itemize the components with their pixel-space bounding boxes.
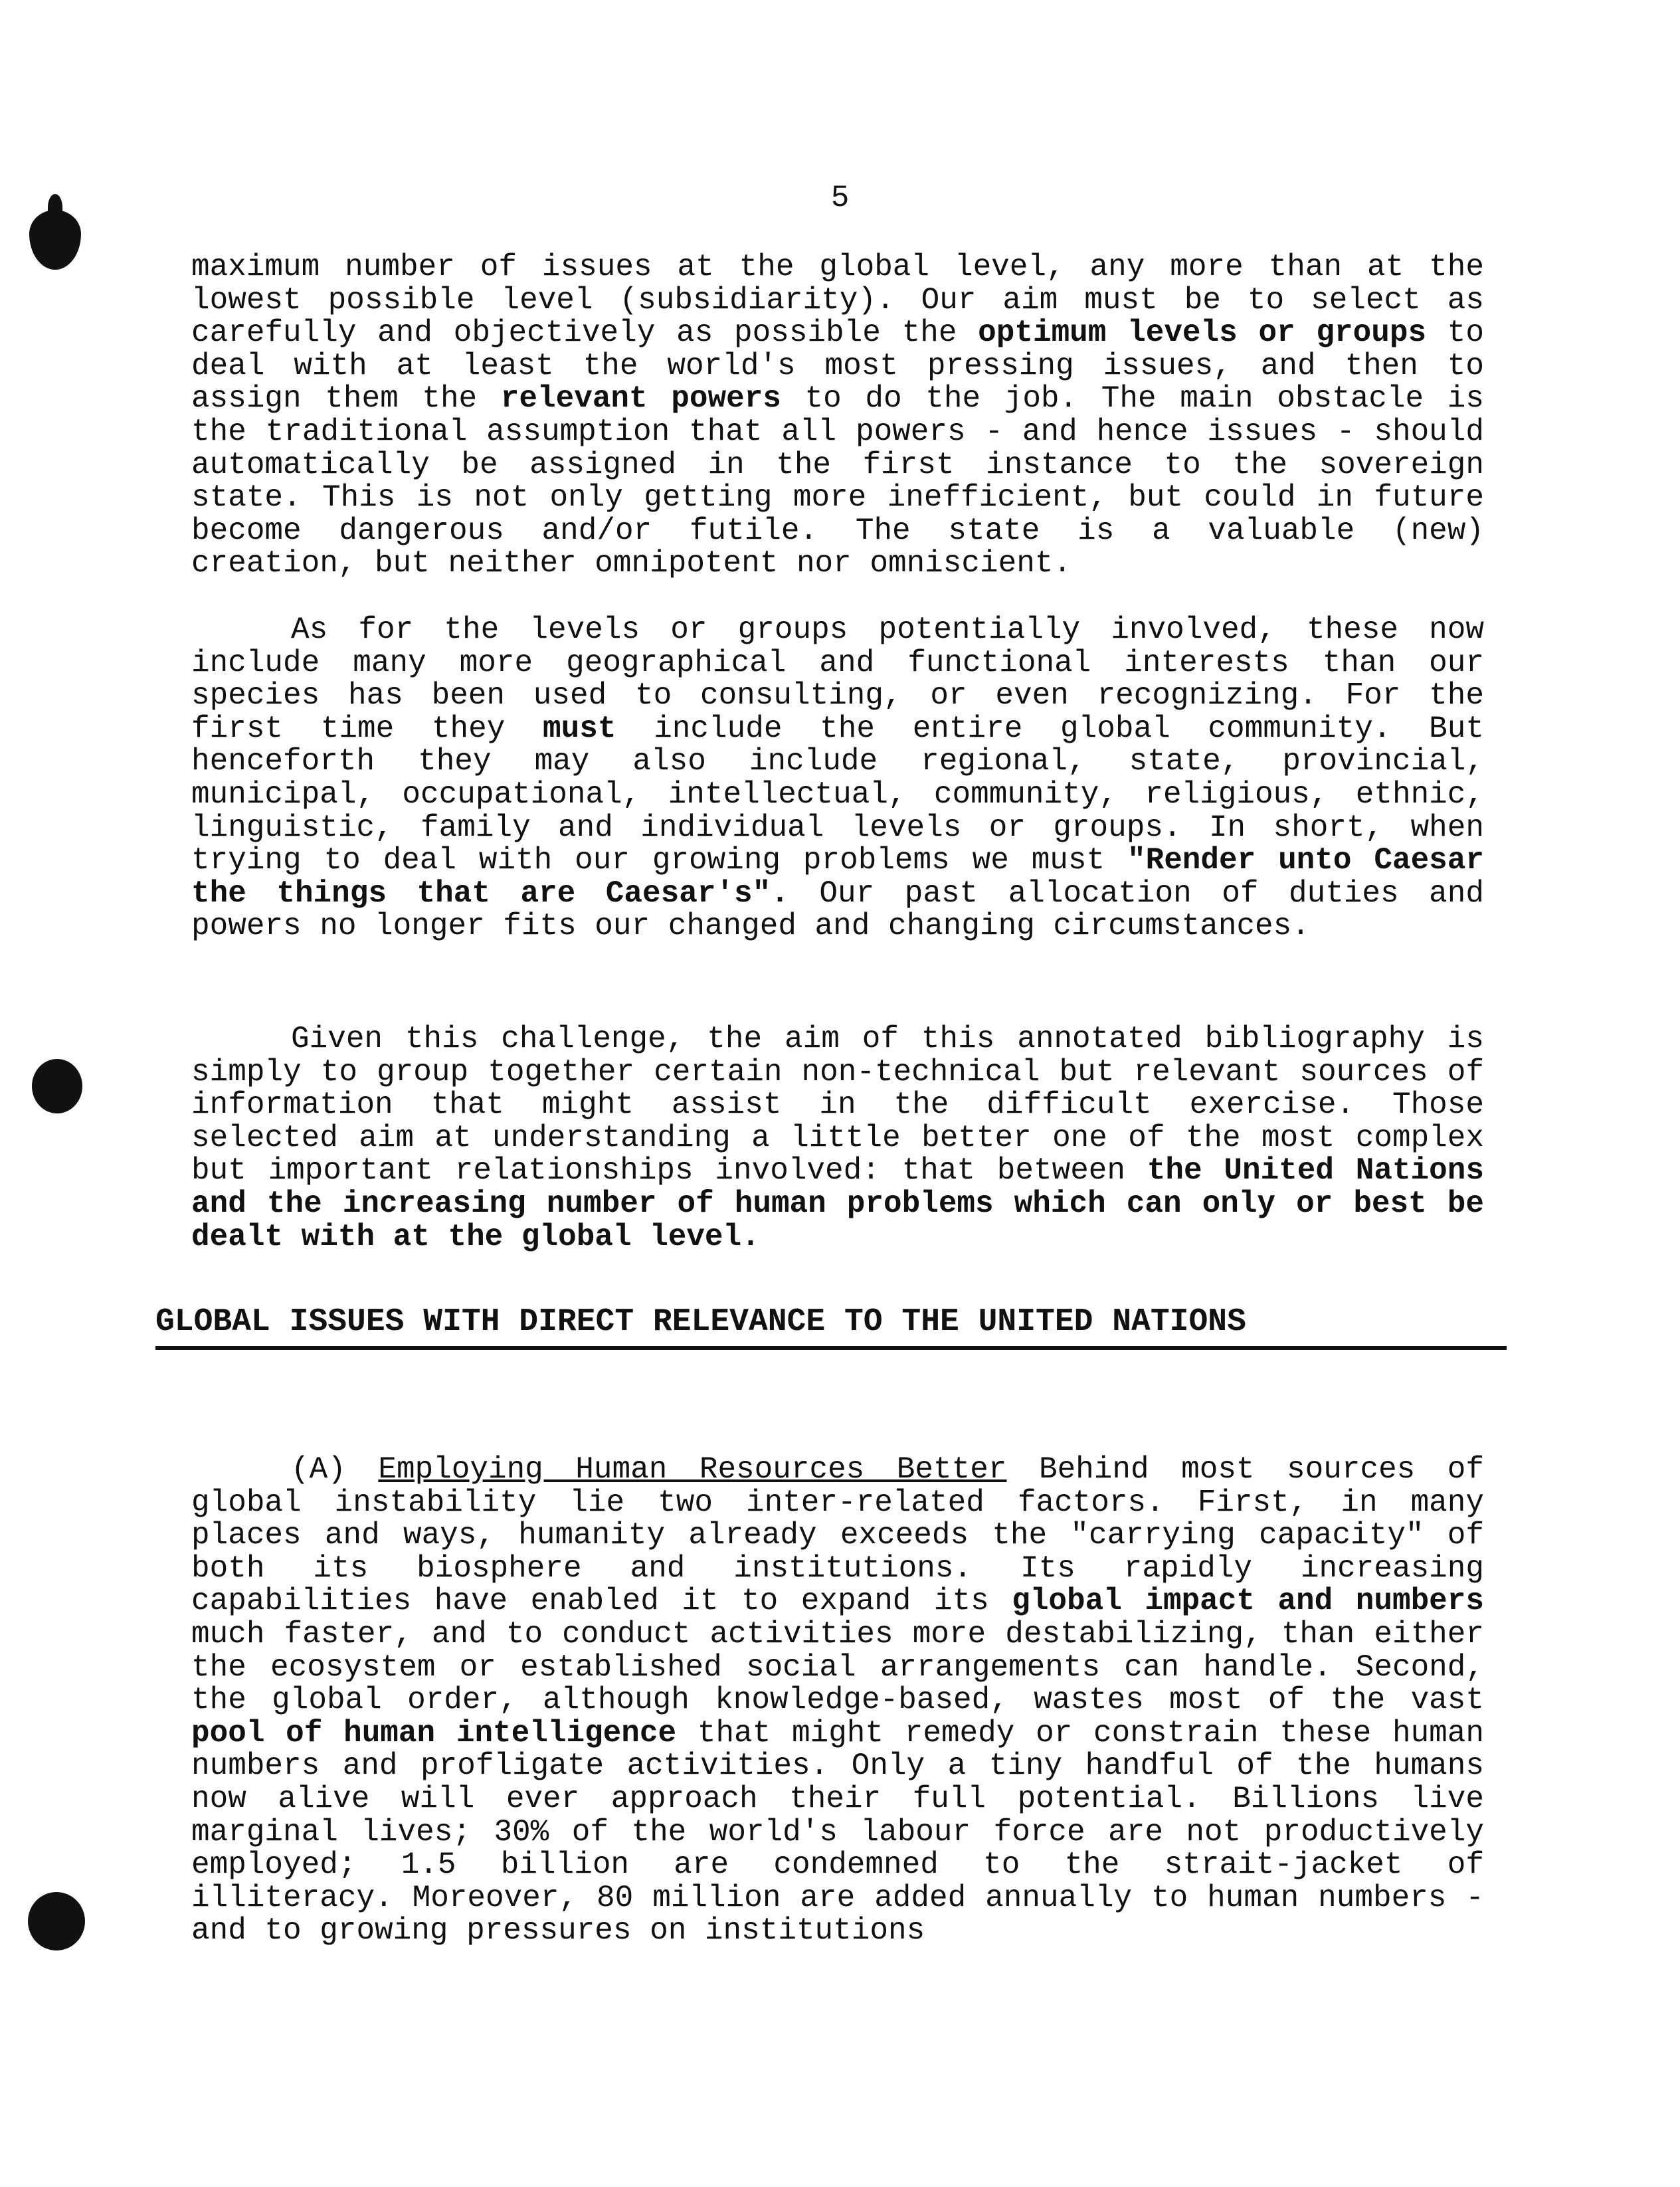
body-text-levels	[191, 614, 1484, 943]
text-run: include the entire global community. But henceforth they may also include regional, state, provincial, municipal, occupational, intellectual, community, religious, ethnic, linguistic, family and individual levels or groups. In short, when trying to deal with our growing problems we must	[191, 711, 1484, 878]
text-run: to do the job. The main obstacle is the traditional assumption that all powers - and hence issues - should automatically be assigned in the first instance to the sovereign state. This is not only getting more inefficient, but could in future become dangerous and/or futile. The state is a valuable (new) creation, but neither omnipotent nor omniscient.	[191, 381, 1484, 581]
bold-text-run: the United Nations and the increasing number of human problems which can only or best be dealt with at the global level.	[191, 1153, 1484, 1254]
paragraph-continuation	[191, 251, 1484, 581]
item-marker: (A)	[291, 1452, 379, 1487]
text-run: that might remedy or constrain these human numbers and profligate activities. Only a tiny handful of the humans now alive will ever approach their full potential. Billions live marginal lives; 30% of the world's labour force are not productively employed; 1.5 billion are condemned to the strait-jacket of illiteracy. Moreover, 80 million are added annually to human numbers -and to growing pressures on institutions	[191, 1715, 1484, 1949]
text-run: to deal with at least the world's most pressing issues, and then to assign them the	[191, 316, 1484, 417]
heading-underline	[155, 1346, 1507, 1350]
bold-text-run: must	[543, 711, 616, 746]
text-run: Given this challenge, the aim of this annotated bibliography is simply to group together certain non-technical but relevant sources of information that might assist in the difficult exercise. Those selected aim at understanding a little better one of the most complex but important relationships involved: that between	[191, 1022, 1484, 1189]
body-text-aim	[191, 1023, 1484, 1254]
punch-hole	[29, 210, 81, 270]
paragraph-levels	[191, 614, 1484, 943]
body-text-top	[191, 251, 1484, 581]
paragraph-human-resources	[191, 1454, 1484, 1948]
underlined-subheading: Employing Human Resources Better	[378, 1452, 1007, 1487]
text-run: Our past allocation of duties and powers no longer fits our changed and changing circumstances.	[191, 876, 1484, 944]
bold-text-run: "Render unto Caesar the things that are Caesar's".	[191, 843, 1484, 911]
bold-text-run: relevant powers	[500, 381, 781, 417]
bold-text-run: optimum levels or groups	[978, 316, 1427, 351]
paragraph-aim	[191, 1023, 1484, 1254]
text-run: Behind most sources of global instability lie two inter-related factors. First, in many places and ways, humanity already exceeds the "carrying capacity" of both its biosphere and institutions. Its rapidly increasing capabilities have enabled it to expand its	[191, 1452, 1485, 1619]
punch-hole	[28, 1892, 85, 1950]
section-heading: GLOBAL ISSUES WITH DIRECT RELEVANCE TO THE UNITED NATIONS	[155, 1304, 1246, 1340]
bold-text-run: global impact and numbers	[1012, 1584, 1484, 1619]
punch-hole	[32, 1059, 82, 1113]
page-number: 5	[830, 181, 850, 215]
bold-text-run: pool of human intelligence	[191, 1715, 677, 1751]
text-run: As for the levels or groups potentially involved, these now include many more geographical and functional interests than our species has been used to consulting, or even recognizing. For the first time they	[191, 613, 1484, 746]
text-run: much faster, and to conduct activities more destabilizing, than either the ecosystem or established social arrangements can handle. Second, the global order, although knowledge-based, wastes most of the vast	[191, 1616, 1484, 1718]
body-text-human-resources	[191, 1454, 1484, 1948]
text-run: maximum number of issues at the global level, any more than at the lowest possible level (subsidiarity). Our aim must be to select as carefully and objectively as possible the	[191, 250, 1484, 351]
